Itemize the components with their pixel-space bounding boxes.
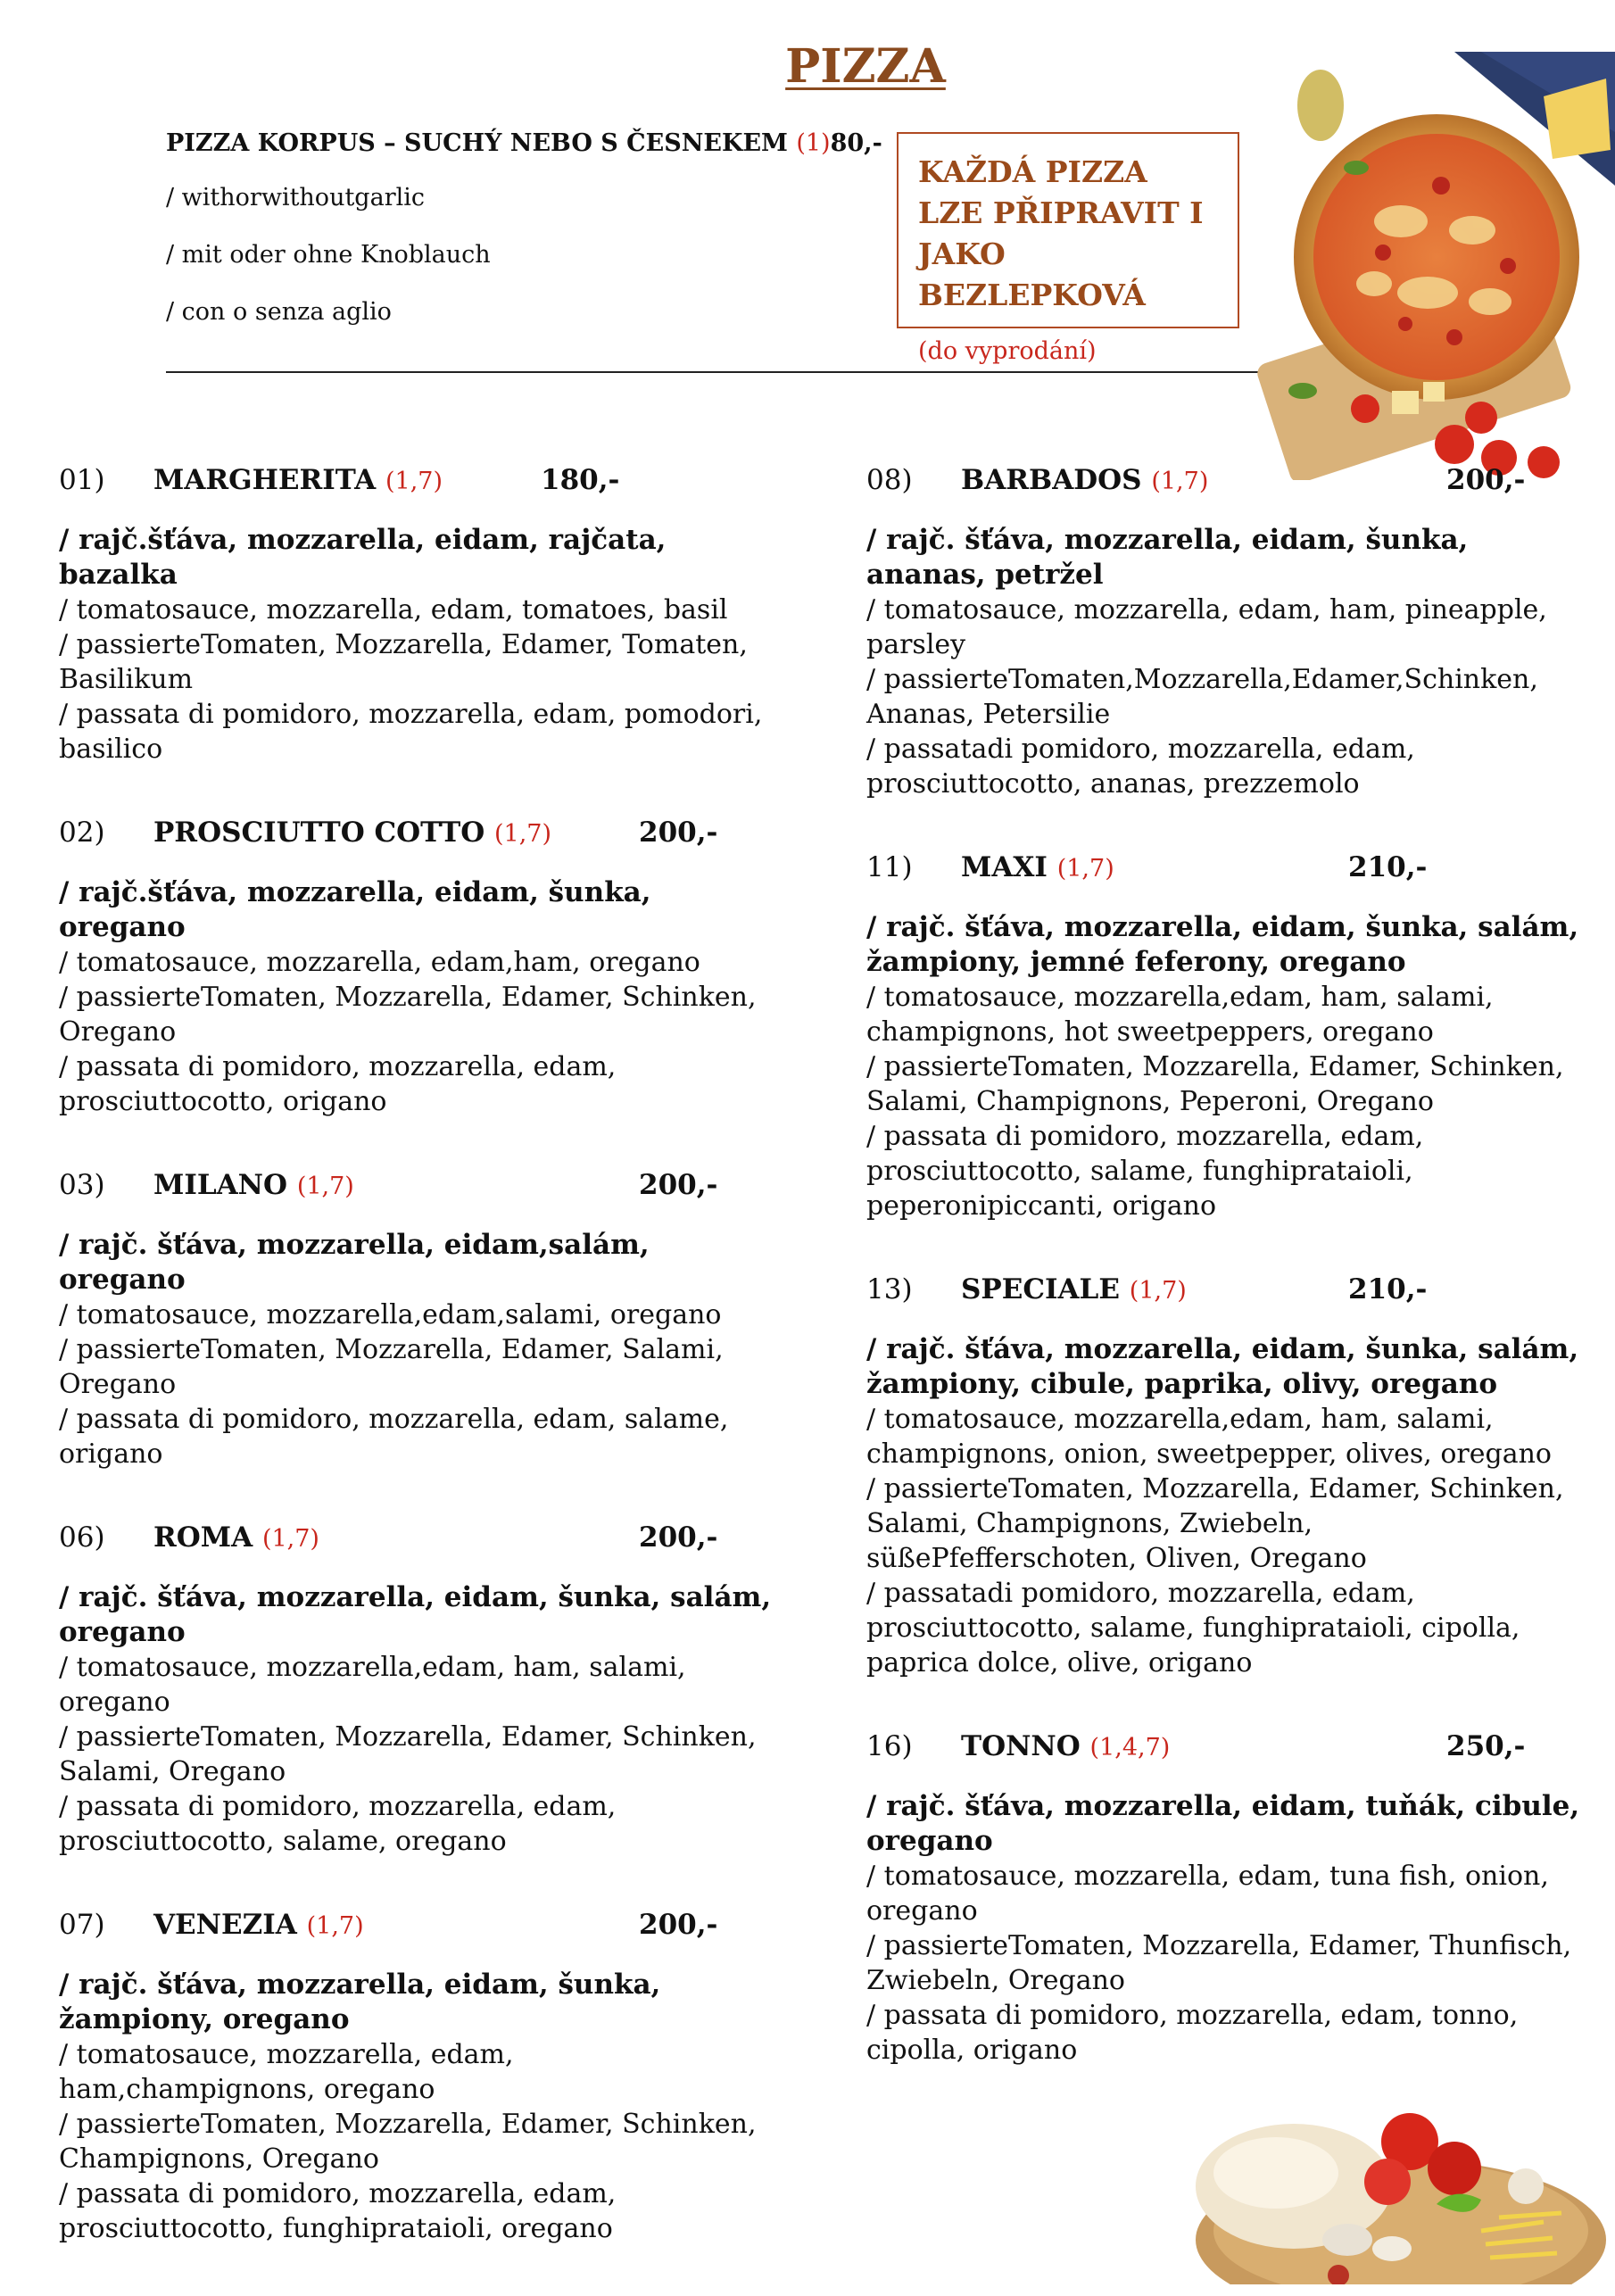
ingredients-it: / passata di pomidoro, mozzarella, edam, prosciuttocotto, origano — [59, 1051, 617, 1117]
ingredients-de: / passierteTomaten, Mozzarella, Edamer, Schinken, Salami, Champignons, Peperoni, Oregano — [866, 1051, 1564, 1117]
ingredients-de: / passierteTomaten, Mozzarella, Edamer, Schinken, Champignons, Oregano — [59, 2109, 757, 2175]
ingredients-de: / passierteTomaten, Mozzarella, Edamer, Tomaten, Basilikum — [59, 629, 748, 695]
item-name — [961, 464, 1208, 496]
item-price: 200,- — [639, 816, 718, 849]
menu-item-header — [866, 464, 1580, 505]
pizza-photo — [1249, 52, 1615, 480]
item-name-text: MARGHERITA — [153, 464, 377, 496]
item-number: 08) — [866, 464, 913, 496]
item-allergens: (1,7) — [1151, 468, 1209, 495]
crust-translation-it: / con o senza aglio — [166, 298, 392, 326]
menu-item — [866, 1273, 1580, 1680]
ingredients-de: / passierteTomaten,Mozzarella,Edamer,Schinken, Ananas, Petersilie — [866, 664, 1538, 730]
menu-item-header — [866, 1273, 1580, 1314]
item-number: 06) — [59, 1521, 105, 1554]
item-description — [866, 523, 1580, 801]
menu-item-header — [866, 851, 1580, 892]
item-allergens: (1,7) — [306, 1912, 364, 1940]
item-number: 02) — [59, 816, 105, 849]
divider-line — [166, 371, 1274, 373]
crust-heading — [166, 129, 898, 157]
ingredients-it: / passata di pomidoro, mozzarella, edam, prosciuttocotto, salame, oregano — [59, 1791, 617, 1857]
item-allergens: (1,7) — [1129, 1277, 1187, 1305]
crust-translation-en: / withorwithoutgarlic — [166, 184, 425, 211]
item-number: 13) — [866, 1273, 913, 1305]
crust-allergens: (1) — [796, 129, 831, 157]
ingredients-cz: / rajč.šťáva, mozzarella, eidam, šunka, oregano — [59, 876, 651, 943]
item-number: 16) — [866, 1730, 913, 1762]
item-price: 180,- — [541, 464, 620, 496]
item-number: 11) — [866, 851, 913, 883]
menu-item — [59, 816, 773, 1119]
item-allergens: (1,7) — [385, 468, 443, 495]
item-description — [59, 1228, 773, 1471]
ingredients-en: / tomatosauce, mozzarella,edam,salami, oregano — [59, 1299, 722, 1330]
ingredients-cz: / rajč. šťáva, mozzarella, eidam, tuňák, cibule, oregano — [866, 1790, 1580, 1857]
menu-item — [59, 1909, 773, 2246]
item-allergens: (1,7) — [494, 820, 552, 848]
ingredients-cz: / rajč. šťáva, mozzarella, eidam,salám, oregano — [59, 1229, 650, 1296]
item-allergens: (1,7) — [296, 1173, 354, 1200]
menu-column-left — [59, 464, 773, 2296]
item-number: 01) — [59, 464, 105, 496]
crust-label: PIZZA KORPUS – SUCHÝ NEBO S ČESNEKEM — [166, 129, 788, 157]
item-price: 210,- — [1348, 1273, 1428, 1305]
item-name-text: ROMA — [153, 1521, 253, 1554]
item-description — [866, 910, 1580, 1223]
item-name-text: PROSCIUTTO COTTO — [153, 816, 485, 849]
menu-item — [866, 464, 1580, 801]
ingredients-it: / passatadi pomidoro, mozzarella, edam, prosciuttocotto, ananas, prezzemolo — [866, 734, 1415, 800]
gluten-free-note: (do vyprodání) — [918, 337, 1097, 365]
item-name-text: BARBADOS — [961, 464, 1142, 496]
item-name — [153, 816, 551, 849]
item-allergens: (1,7) — [261, 1525, 319, 1553]
gluten-free-text: KAŽDÁ PIZZA LZE PŘIPRAVIT I JAKO BEZLEPKOVÁ — [918, 154, 1204, 312]
ingredients-en: / tomatosauce, mozzarella, edam, ham, pineapple, parsley — [866, 594, 1547, 660]
ingredients-de: / passierteTomaten, Mozzarella, Edamer, Schinken, Salami, Champignons, Zwiebeln, süßePfefferschoten, Oliven, Oregano — [866, 1473, 1564, 1574]
item-name — [153, 1521, 319, 1554]
item-allergens: (1,4,7) — [1089, 1734, 1171, 1761]
page-title: PIZZA — [785, 39, 946, 94]
item-name — [961, 851, 1114, 883]
item-name-text: MILANO — [153, 1169, 288, 1201]
ingredients-en: / tomatosauce, mozzarella,edam, ham, salami, champignons, hot sweetpeppers, oregano — [866, 982, 1494, 1048]
item-price: 200,- — [639, 1169, 718, 1201]
ingredients-it: / passatadi pomidoro, mozzarella, edam, prosciuttocotto, salame, funghiprataioli, cipolla, paprica dolce, olive, origano — [866, 1578, 1520, 1678]
item-description — [866, 1789, 1580, 2068]
ingredients-cz: / rajč.šťáva, mozzarella, eidam, rajčata, bazalka — [59, 524, 667, 591]
item-description — [59, 1580, 773, 1859]
ingredients-it: / passata di pomidoro, mozzarella, edam, prosciuttocotto, funghiprataioli, oregano — [59, 2178, 617, 2244]
item-name-text: VENEZIA — [153, 1909, 297, 1941]
ingredients-de: / passierteTomaten, Mozzarella, Edamer, Schinken, Oregano — [59, 982, 757, 1048]
menu-item-header — [59, 1169, 773, 1210]
gluten-free-notice — [897, 132, 1239, 365]
menu-item-header — [59, 1909, 773, 1950]
item-allergens: (1,7) — [1056, 855, 1114, 883]
ingredients-cz: / rajč. šťáva, mozzarella, eidam, šunka, ananas, petržel — [866, 524, 1469, 591]
menu-item-header — [59, 464, 773, 505]
crust-section — [166, 129, 898, 355]
ingredients-cz: / rajč. šťáva, mozzarella, eidam, šunka, salám, žampiony, jemné feferony, oregano — [866, 911, 1579, 978]
menu-item — [59, 1521, 773, 1859]
item-price: 200,- — [1446, 464, 1526, 496]
ingredients-en: / tomatosauce, mozzarella, edam, ham,champignons, oregano — [59, 2039, 514, 2105]
ingredients-cz: / rajč. šťáva, mozzarella, eidam, šunka, salám, žampiony, cibule, paprika, olivy, oregano — [866, 1333, 1579, 1400]
ingredients-en: / tomatosauce, mozzarella, edam,ham, oregano — [59, 947, 700, 978]
item-name-text: MAXI — [961, 851, 1048, 883]
item-description — [59, 875, 773, 1119]
item-number: 07) — [59, 1909, 105, 1941]
item-number: 03) — [59, 1169, 105, 1201]
item-price: 250,- — [1446, 1730, 1526, 1762]
menu-item-header — [59, 816, 773, 858]
ingredients-en: / tomatosauce, mozzarella, edam, tuna fish, onion, oregano — [866, 1861, 1549, 1927]
crust-translation-de: / mit oder ohne Knoblauch — [166, 241, 491, 269]
ingredients-de: / passierteTomaten, Mozzarella, Edamer, Schinken, Salami, Oregano — [59, 1721, 757, 1787]
crust-price: 80,- — [830, 129, 882, 157]
item-name — [153, 464, 443, 496]
item-price: 200,- — [639, 1521, 718, 1554]
item-name-text: SPECIALE — [961, 1273, 1120, 1305]
item-name — [153, 1909, 364, 1941]
item-name — [153, 1169, 354, 1201]
ingredients-de: / passierteTomaten, Mozzarella, Edamer, Thunfisch, Zwiebeln, Oregano — [866, 1930, 1572, 1996]
item-name-text: TONNO — [961, 1730, 1081, 1762]
ingredients-it: / passata di pomidoro, mozzarella, edam, tonno, cipolla, origano — [866, 2000, 1519, 2066]
ingredients-it: / passata di pomidoro, mozzarella, edam, salame, origano — [59, 1404, 729, 1470]
item-name — [961, 1273, 1187, 1305]
ingredients-cz: / rajč. šťáva, mozzarella, eidam, šunka, salám, oregano — [59, 1581, 772, 1648]
ingredients-it: / passata di pomidoro, mozzarella, edam, prosciuttocotto, salame, funghiprataioli, peperonipiccanti, origano — [866, 1121, 1424, 1222]
item-name — [961, 1730, 1170, 1762]
ingredients-en: / tomatosauce, mozzarella,edam, ham, salami, champignons, onion, sweetpepper, olives, oregano — [866, 1404, 1552, 1470]
item-price: 210,- — [1348, 851, 1428, 883]
dough-ingredients-photo — [1178, 2088, 1606, 2284]
ingredients-de: / passierteTomaten, Mozzarella, Edamer, Salami, Oregano — [59, 1334, 724, 1400]
item-price: 200,- — [639, 1909, 718, 1941]
menu-item — [866, 851, 1580, 1223]
menu-item — [59, 464, 773, 767]
menu-item-header — [866, 1730, 1580, 1771]
menu-item — [866, 1730, 1580, 2068]
menu-item — [59, 1169, 773, 1471]
item-description — [59, 1968, 773, 2246]
ingredients-cz: / rajč. šťáva, mozzarella, eidam, šunka, žampiony, oregano — [59, 1969, 661, 2035]
ingredients-en: / tomatosauce, mozzarella, edam, tomatoes, basil — [59, 594, 728, 626]
menu-item-header — [59, 1521, 773, 1562]
item-description — [59, 523, 773, 767]
menu-column-right — [866, 464, 1580, 2118]
ingredients-en: / tomatosauce, mozzarella,edam, ham, salami, oregano — [59, 1652, 686, 1718]
item-description — [866, 1332, 1580, 1680]
ingredients-it: / passata di pomidoro, mozzarella, edam, pomodori, basilico — [59, 699, 763, 765]
